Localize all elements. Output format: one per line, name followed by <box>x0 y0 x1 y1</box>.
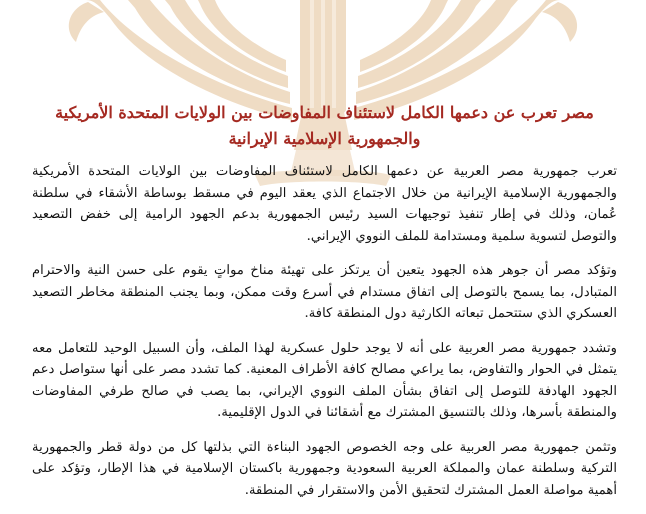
document-title: مصر تعرب عن دعمها الكامل لاستئناف المفاوضات بين الولايات المتحدة الأمريكية والجمهورية الإسلامية الإيرانية <box>55 103 594 148</box>
paragraph: وتشدد جمهورية مصر العربية على أنه لا يوجد حلول عسكرية لهذا الملف، وأن السبيل الوحيد للتعامل معه يتمثل في الحوار والتفاوض، بما يراعي مصالح كافة الأطراف المعنية. كما تشدد مصر على أنها ستواصل دعم الجهود الهادفة للتوصل إلى اتفاق بشأن الملف النووي الإيراني، بما يصب في صالح طرفي المفاوضات والمنطقة بأسرها، وذلك بالتنسيق المشترك مع أشقائنا في الدول الإقليمية. <box>32 340 617 420</box>
paragraph: تعرب جمهورية مصر العربية عن دعمها الكامل لاستئناف المفاوضات بين الولايات المتحدة الأمريكية والجمهورية الإسلامية الإيرانية من خلال الاجتماع الذي يعقد اليوم في مسقط بوساطة الأشقاء في سلطنة عُمان، وذلك في إطار تنفيذ توجيهات السيد رئيس الجمهورية بدعم الجهود الرامية إلى خفض التصعيد والتوصل لتسوية سلمية ومستدامة للملف النووي الإيراني. <box>32 164 617 244</box>
document-body <box>32 100 617 514</box>
paragraph: وتثمن جمهورية مصر العربية على وجه الخصوص الجهود البناءة التي بذلتها كل من دولة قطر والجمهورية التركية وسلطنة عمان والمملكة العربية السعودية وجمهورية باكستان الإسلامية في هذا الإطار، وتؤكد على أهمية مواصلة العمل المشترك لتحقيق الأمن والاستقرار في المنطقة. <box>32 439 617 498</box>
document-paragraphs <box>32 161 617 501</box>
paragraph: وتؤكد مصر أن جوهر هذه الجهود يتعين أن يرتكز على تهيئة مناخ مواتٍ يقوم على حسن النية والاحترام المتبادل، بما يسمح بالتوصل إلى اتفاق مستدام في أسرع وقت ممكن، وبما يجنب المنطقة مخاطر التصعيد العسكري الذي ستتحمل تبعاته الكارثية دول المنطقة كافة. <box>32 263 617 321</box>
